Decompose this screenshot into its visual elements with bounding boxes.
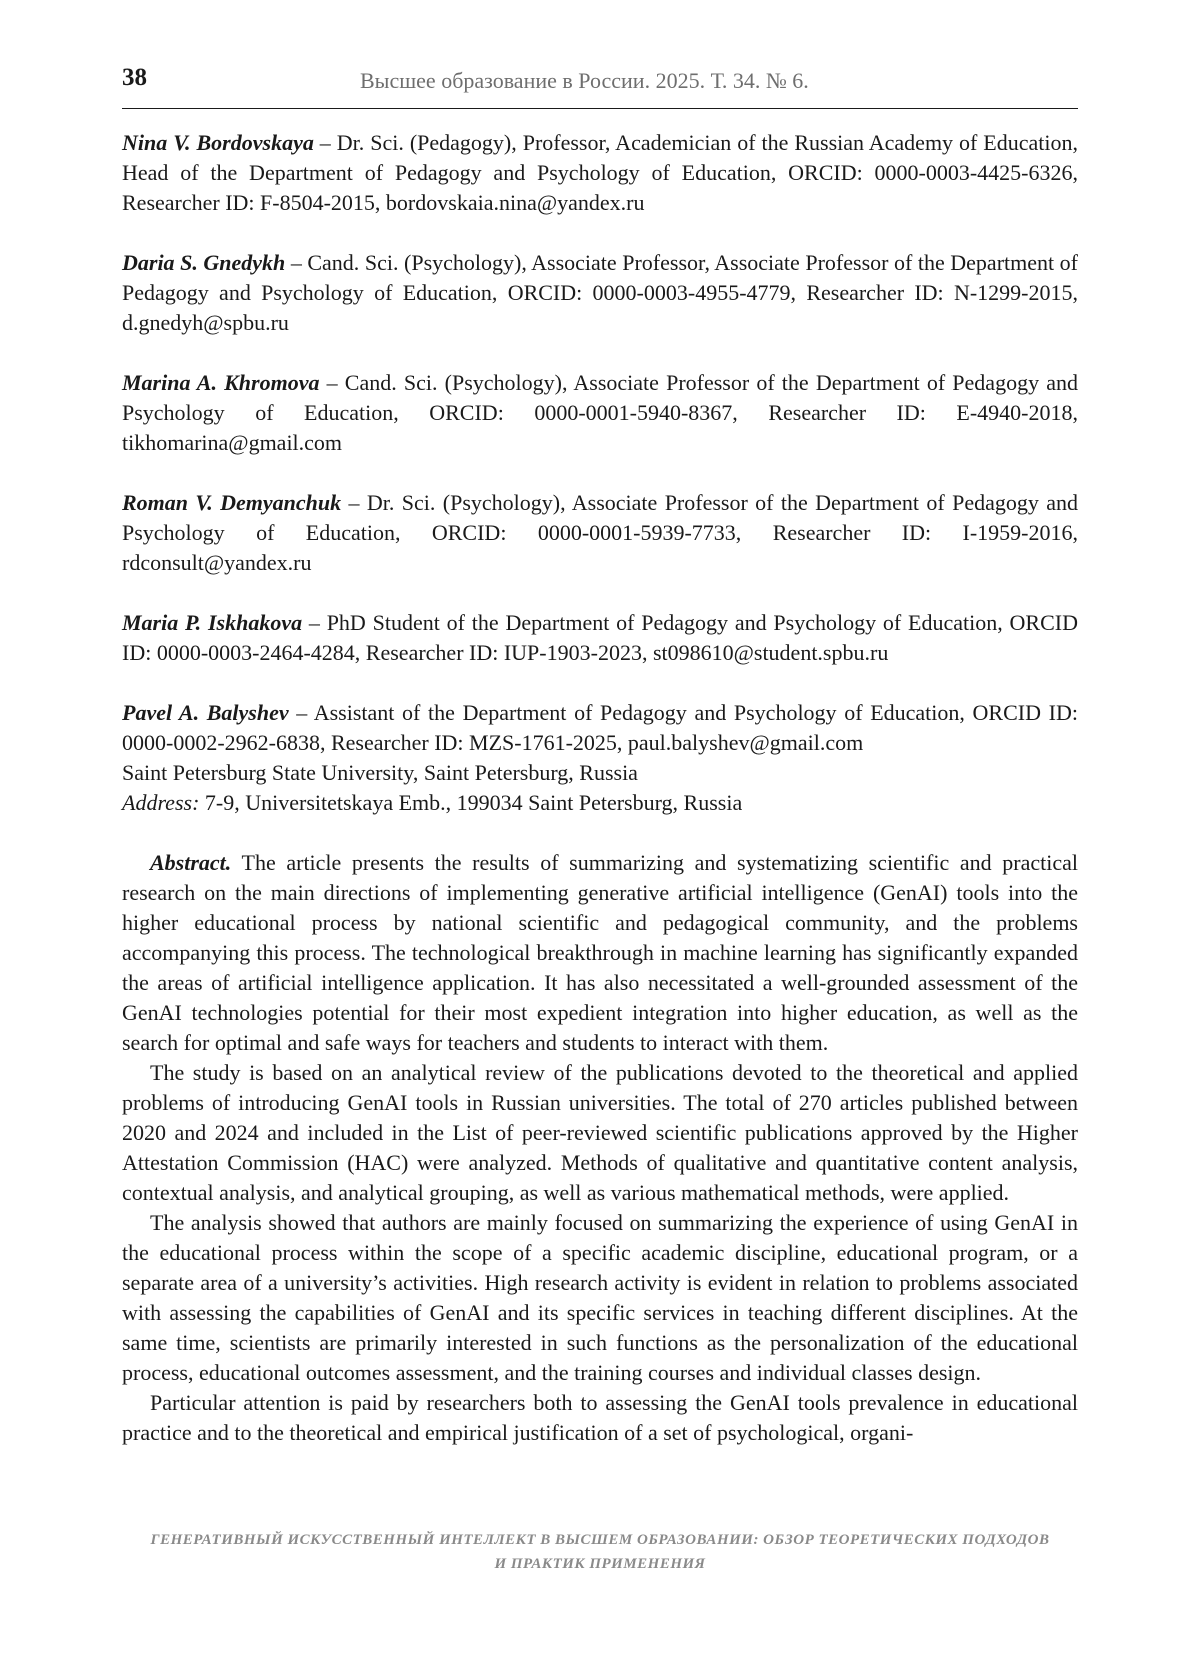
- page-number: 38: [122, 64, 147, 91]
- author-details: – Dr. Sci. (Psychology), Associate Professor of the Department of Pedagogy and Psychology of Education, ORCID: 0000-0001-5939-7733, Researcher ID: I-1959-2016, rdconsult@yandex.ru: [122, 490, 1079, 575]
- author-name: Maria P. Iskhakova: [122, 610, 303, 635]
- abstract: [122, 848, 1078, 1448]
- author-details: – PhD Student of the Department of Pedagogy and Psychology of Education, ORCID ID: 0000-0003-2464-4284, Researcher ID: IUP-1903-2023, st098610@student.spbu.ru: [122, 610, 1078, 665]
- author-name: Daria S. Gnedykh: [122, 250, 286, 275]
- address-value: 7-9, Universitetskaya Emb., 199034 Saint Petersburg, Russia: [199, 790, 743, 815]
- abstract-paragraph: The study is based on an analytical review of the publications devoted to the theoretical and applied problems of introducing GenAI tools in Russian universities. The total of 270 articles published between 2020 and 2024 and included in the List of peer-reviewed scientific publications approved by the Higher Attestation Commission (HAC) were analyzed. Methods of qualitative and quantitative content analysis, contextual analysis, and analytical grouping, as well as various mathematical methods, were applied.: [122, 1060, 1078, 1205]
- abstract-paragraph: The analysis showed that authors are mainly focused on summarizing the experience of using GenAI in the educational process within the scope of a specific academic discipline, educational program, or a separate area of a university’s activities. High research activity is evident in relation to problems associated with assessing the capabilities of GenAI and its specific services in teaching different disciplines. At the same time, scientists are primarily interested in such functions as the personalization of the educational process, educational outcomes assessment, and the training courses and individual classes design.: [122, 1210, 1078, 1385]
- author-details: – Dr. Sci. (Pedagogy), Professor, Academician of the Russian Academy of Education, Head of the Department of Pedagogy and Psychology of Education, ORCID: 0000-0003-4425-6326, Researcher ID: F-8504-2015, bordovskaia.nina@yandex.ru: [122, 130, 1079, 215]
- abstract-label: Abstract.: [150, 850, 232, 875]
- author-entry: [122, 698, 1078, 758]
- author-entry: [122, 608, 1078, 668]
- abstract-paragraph: [122, 848, 1078, 1058]
- author-name: Pavel A. Balyshev: [122, 700, 289, 725]
- address-label: Address:: [122, 790, 200, 815]
- running-footer: [122, 1528, 1078, 1576]
- article-body: [122, 128, 1078, 1448]
- footer-title-line-1: ГЕНЕРАТИВНЫЙ ИСКУССТВЕННЫЙ ИНТЕЛЛЕКТ В ВЫСШЕМ ОБРАЗОВАНИИ: ОБЗОР ТЕОРЕТИЧЕСКИХ ПОДХОДОВ: [150, 1532, 1050, 1548]
- journal-citation: Высшее образование в России. 2025. Т. 34. № 6.: [360, 68, 809, 93]
- author-details: – Cand. Sci. (Psychology), Associate Professor, Associate Professor of the Department of Pedagogy and Psychology of Education, ORCID: 0000-0003-4955-4779, Researcher ID: N-1299-2015, d.gnedyh@spbu.ru: [122, 250, 1078, 335]
- author-entry: [122, 248, 1078, 338]
- author-name: Roman V. Demyanchuk: [122, 490, 342, 515]
- author-name: Marina A. Khromova: [122, 370, 320, 395]
- running-header: [122, 58, 1078, 109]
- abstract-text: The article presents the results of summarizing and systematizing scientific and practical research on the main directions of implementing generative artificial intelligence (GenAI) tools into the higher educational process by national scientific and pedagogical community, and the problems accompanying this process. The technological breakthrough in machine learning has significantly expanded the areas of artificial intelligence application. It has also necessitated a well-grounded assessment of the GenAI technologies potential for their most expedient integration into higher education, as well as the search for optimal and safe ways for teachers and students to interact with them.: [122, 850, 1078, 1055]
- author-entry: [122, 368, 1078, 458]
- author-details: – Cand. Sci. (Psychology), Associate Professor of the Department of Pedagogy and Psychology of Education, ORCID: 0000-0001-5940-8367, Researcher ID: E-4940-2018, tikhomarina@gmail.com: [122, 370, 1078, 455]
- affiliation: Saint Petersburg State University, Saint Petersburg, Russia: [122, 760, 638, 785]
- author-entry: [122, 128, 1078, 218]
- address: [122, 788, 1078, 818]
- abstract-paragraph: Particular attention is paid by researchers both to assessing the GenAI tools prevalence in educational practice and to the theoretical and empirical justification of a set of psychological, organi-: [122, 1390, 1078, 1445]
- author-entry: [122, 488, 1078, 578]
- author-name: Nina V. Bordovskaya: [122, 130, 314, 155]
- footer-title-line-2: И ПРАКТИК ПРИМЕНЕНИЯ: [494, 1556, 706, 1572]
- author-details: – Assistant of the Department of Pedagogy and Psychology of Education, ORCID ID: 0000-0002-2962-6838, Researcher ID: MZS-1761-2025, paul.balyshev@gmail.com: [122, 700, 1078, 755]
